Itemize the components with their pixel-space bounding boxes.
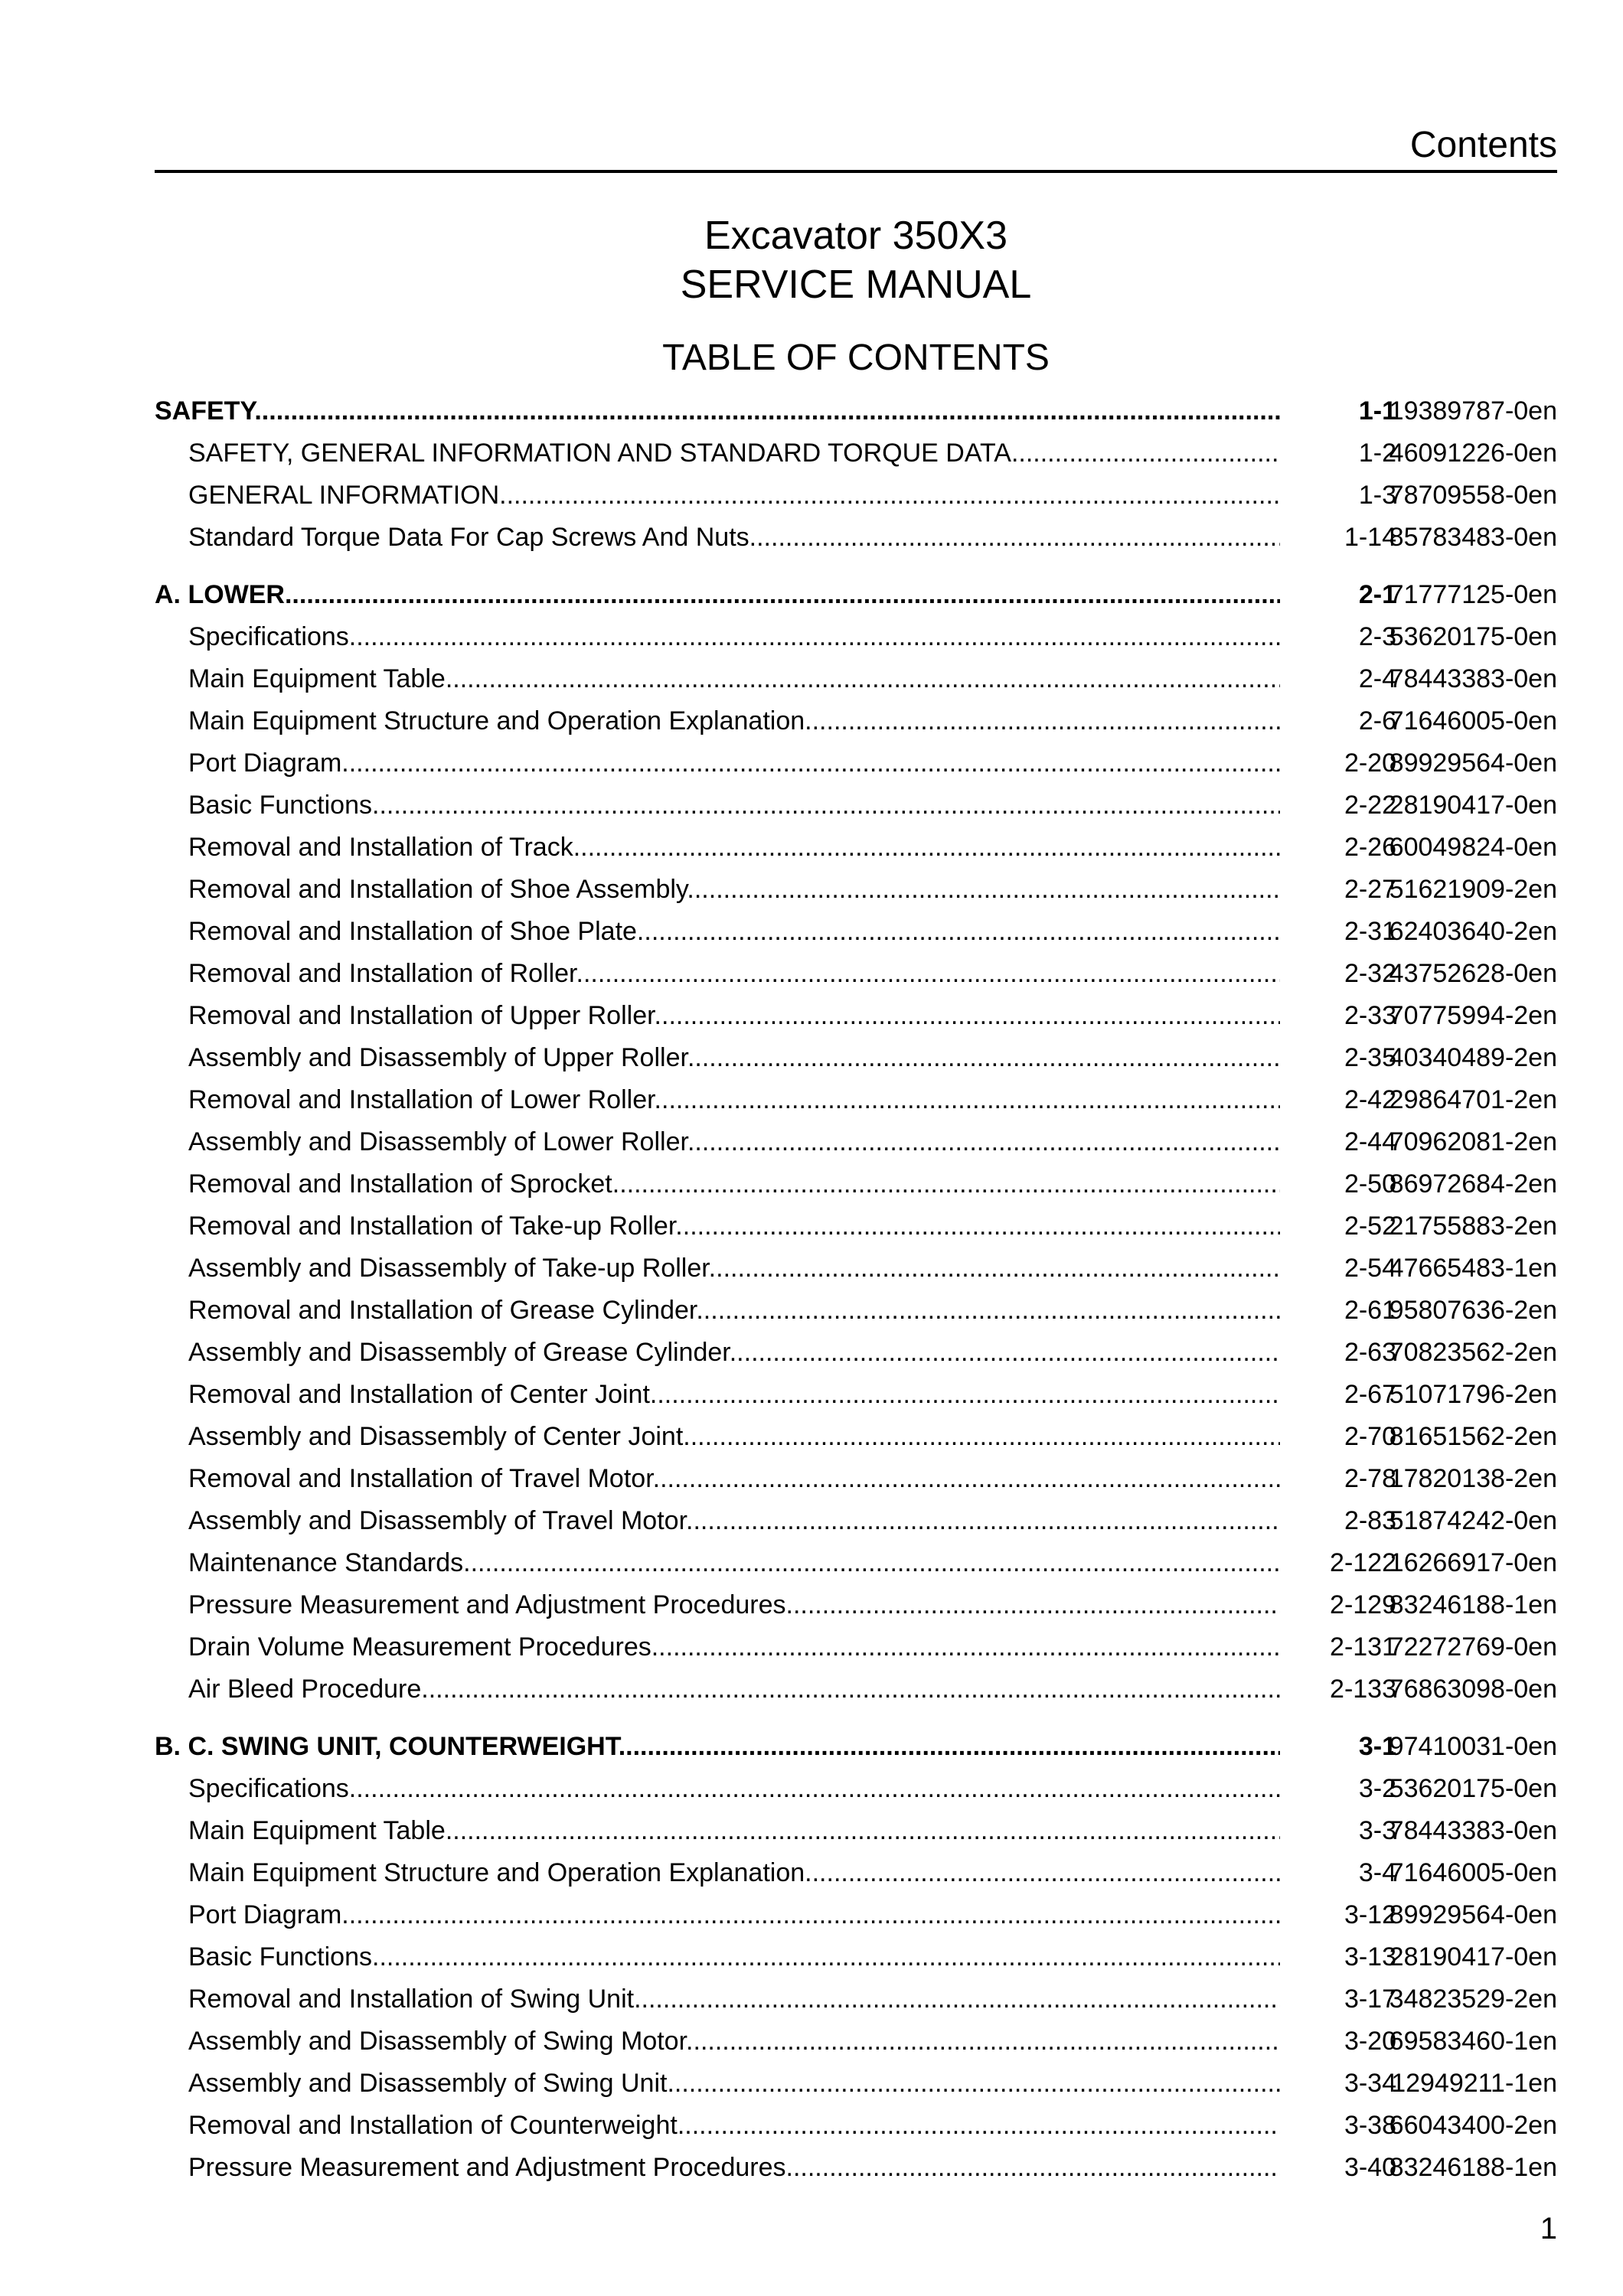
section-doc-number: 97410031-0en xyxy=(1389,1732,1557,1761)
entry-page: 3-40 xyxy=(1344,2153,1396,2182)
entry-page: 2-122 xyxy=(1330,1548,1396,1577)
entry-title: Removal and Installation of Sprocket ..... xyxy=(188,1163,1280,1205)
toc-entry[interactable] xyxy=(155,1500,1557,1542)
entry-page: 2-50 xyxy=(1344,1169,1396,1199)
machine-title: Excavator 350X3 xyxy=(704,214,1008,258)
entry-page: 3-17 xyxy=(1344,1985,1396,2014)
entry-doc-number: 71646005-0en xyxy=(1389,1858,1557,1887)
entry-page: 3-34 xyxy=(1344,2069,1396,2098)
entry-doc-number: 51874242-0en xyxy=(1389,1506,1557,1535)
entry-page: 2-26 xyxy=(1344,833,1396,862)
page-number: 1 xyxy=(1540,2212,1557,2245)
entry-doc-number: 53620175-0en xyxy=(1389,1774,1557,1803)
entry-title: Removal and Installation of Shoe Plate ..... xyxy=(188,911,1280,953)
entry-title: Removal and Installation of Roller ..... xyxy=(188,953,1280,995)
section-title: SAFETY ..... xyxy=(155,390,1280,432)
entry-page: 2-54 xyxy=(1344,1254,1396,1283)
entry-page: 3-20 xyxy=(1344,2027,1396,2056)
entry-doc-number: 70962081-2en xyxy=(1389,1127,1557,1156)
entry-title: Removal and Installation of Center Joint ..... xyxy=(188,1374,1280,1416)
entry-page: 2-61 xyxy=(1344,1296,1396,1325)
entry-page: 2-3 xyxy=(1358,622,1396,651)
entry-page: 3-12 xyxy=(1344,1900,1396,1929)
entry-title: Drain Volume Measurement Procedures ..... xyxy=(188,1626,1280,1668)
entry-page: 1-14 xyxy=(1344,523,1396,552)
entry-title: GENERAL INFORMATION ..... xyxy=(188,475,1280,517)
entry-title: Removal and Installation of Track ..... xyxy=(188,827,1280,869)
section-title: B. C. SWING UNIT, COUNTERWEIGHT ..... xyxy=(155,1726,1280,1768)
toc-entry[interactable] xyxy=(155,953,1557,995)
toc-entry[interactable] xyxy=(155,2063,1557,2105)
entry-doc-number: 78443383-0en xyxy=(1389,664,1557,693)
entry-page: 2-83 xyxy=(1344,1506,1396,1535)
entry-page: 2-63 xyxy=(1344,1338,1396,1367)
entry-doc-number: 47665483-1en xyxy=(1389,1254,1557,1283)
entry-title: Assembly and Disassembly of Travel Motor ..... xyxy=(188,1500,1280,1542)
entry-page: 2-35 xyxy=(1344,1043,1396,1072)
toc-entry[interactable] xyxy=(155,1542,1557,1584)
entry-page: 2-42 xyxy=(1344,1085,1396,1114)
entry-doc-number: 85783483-0en xyxy=(1389,523,1557,552)
entry-page: 3-38 xyxy=(1344,2111,1396,2140)
entry-doc-number: 28190417-0en xyxy=(1389,1942,1557,1971)
entry-doc-number: 95807636-2en xyxy=(1389,1296,1557,1325)
entry-doc-number: 62403640-2en xyxy=(1389,917,1557,946)
toc-entry[interactable] xyxy=(155,1037,1557,1079)
entry-title: Port Diagram ..... xyxy=(188,742,1280,784)
toc-entry[interactable] xyxy=(155,1626,1557,1668)
entry-title: Assembly and Disassembly of Grease Cylinder ..... xyxy=(188,1332,1280,1374)
entry-doc-number: 66043400-2en xyxy=(1389,2111,1557,2140)
toc-entry[interactable] xyxy=(155,1458,1557,1500)
entry-doc-number: 76863098-0en xyxy=(1389,1675,1557,1704)
entry-title: Pressure Measurement and Adjustment Procedures ..... xyxy=(188,2147,1280,2189)
entry-title: Removal and Installation of Swing Unit ..... xyxy=(188,1978,1280,2020)
entry-title: Air Bleed Procedure ..... xyxy=(188,1668,1280,1711)
entry-title: Specifications ..... xyxy=(188,616,1280,658)
entry-doc-number: 78709558-0en xyxy=(1389,481,1557,510)
toc-entry[interactable] xyxy=(155,1416,1557,1458)
toc-entry[interactable] xyxy=(155,784,1557,827)
entry-title: Assembly and Disassembly of Upper Roller ..... xyxy=(188,1037,1280,1079)
entry-title: Standard Torque Data For Cap Screws And Nuts ..... xyxy=(188,517,1280,559)
entry-page: 2-133 xyxy=(1330,1675,1396,1704)
toc-entry[interactable] xyxy=(155,475,1557,517)
entry-doc-number: 78443383-0en xyxy=(1389,1816,1557,1845)
toc-entry[interactable] xyxy=(155,1810,1557,1852)
entry-page: 3-4 xyxy=(1358,1858,1396,1887)
toc-entry[interactable] xyxy=(155,742,1557,784)
toc-entry[interactable] xyxy=(155,1668,1557,1711)
entry-title: Basic Functions ..... xyxy=(188,784,1280,827)
toc-entry[interactable] xyxy=(155,2147,1557,2189)
entry-page: 2-44 xyxy=(1344,1127,1396,1156)
entry-page: 3-2 xyxy=(1358,1774,1396,1803)
entry-page: 2-4 xyxy=(1358,664,1396,693)
entry-doc-number: 16266917-0en xyxy=(1389,1548,1557,1577)
toc-entry[interactable] xyxy=(155,2020,1557,2063)
entry-page: 2-22 xyxy=(1344,791,1396,820)
entry-title: Removal and Installation of Travel Motor ..... xyxy=(188,1458,1280,1500)
toc-entry[interactable] xyxy=(155,827,1557,869)
entry-page: 2-70 xyxy=(1344,1422,1396,1451)
entry-page: 2-129 xyxy=(1330,1590,1396,1619)
entry-title: Main Equipment Structure and Operation Explanation ..... xyxy=(188,700,1280,742)
toc-entry[interactable] xyxy=(155,1079,1557,1121)
entry-title: Assembly and Disassembly of Lower Roller ..... xyxy=(188,1121,1280,1163)
entry-doc-number: 51071796-2en xyxy=(1389,1380,1557,1409)
entry-doc-number: 83246188-1en xyxy=(1389,2153,1557,2182)
toc-entry[interactable] xyxy=(155,995,1557,1037)
entry-page: 2-131 xyxy=(1330,1632,1396,1662)
entry-title: Pressure Measurement and Adjustment Procedures ..... xyxy=(188,1584,1280,1626)
toc-entry[interactable] xyxy=(155,1332,1557,1374)
entry-title: Main Equipment Table ..... xyxy=(188,1810,1280,1852)
toc-entry[interactable] xyxy=(155,658,1557,700)
entry-doc-number: 69583460-1en xyxy=(1389,2027,1557,2056)
entry-doc-number: 83246188-1en xyxy=(1389,1590,1557,1619)
entry-doc-number: 29864701-2en xyxy=(1389,1085,1557,1114)
toc-section xyxy=(155,574,1557,1711)
toc-section xyxy=(155,390,1557,559)
entry-doc-number: 28190417-0en xyxy=(1389,791,1557,820)
toc-entry[interactable] xyxy=(155,1894,1557,1936)
entry-title: SAFETY, GENERAL INFORMATION AND STANDARD TORQUE DATA ..... xyxy=(188,432,1280,475)
section-page: 2-1 xyxy=(1358,580,1396,609)
entry-title: Main Equipment Table ..... xyxy=(188,658,1280,700)
toc-section-heading[interactable] xyxy=(155,1726,1557,1768)
entry-doc-number: 51621909-2en xyxy=(1389,875,1557,904)
entry-doc-number: 12949211-1en xyxy=(1391,2069,1557,2098)
toc-section-heading[interactable] xyxy=(155,390,1557,432)
entry-title: Port Diagram ..... xyxy=(188,1894,1280,1936)
entry-doc-number: 46091226-0en xyxy=(1389,439,1557,468)
table-of-contents xyxy=(155,390,1557,2204)
entry-title: Specifications ..... xyxy=(188,1768,1280,1810)
toc-entry[interactable] xyxy=(155,432,1557,475)
entry-title: Basic Functions ..... xyxy=(188,1936,1280,1978)
section-title: A. LOWER ..... xyxy=(155,574,1280,616)
entry-doc-number: 89929564-0en xyxy=(1389,1900,1557,1929)
entry-title: Removal and Installation of Counterweight ..... xyxy=(188,2105,1280,2147)
section-doc-number: 71777125-0en xyxy=(1389,580,1557,609)
entry-doc-number: 40340489-2en xyxy=(1389,1043,1557,1072)
toc-entry[interactable] xyxy=(155,869,1557,911)
entry-page: 2-33 xyxy=(1344,1001,1396,1030)
toc-entry[interactable] xyxy=(155,1852,1557,1894)
manual-title: SERVICE MANUAL xyxy=(680,263,1032,307)
toc-section-heading[interactable] xyxy=(155,574,1557,616)
entry-title: Assembly and Disassembly of Take-up Roller ..... xyxy=(188,1247,1280,1290)
entry-title: Main Equipment Structure and Operation Explanation ..... xyxy=(188,1852,1280,1894)
toc-entry[interactable] xyxy=(155,517,1557,559)
entry-doc-number: 70823562-2en xyxy=(1389,1338,1557,1367)
entry-page: 3-13 xyxy=(1344,1942,1396,1971)
entry-page: 2-6 xyxy=(1358,706,1396,735)
entry-page: 2-52 xyxy=(1344,1212,1396,1241)
entry-page: 2-20 xyxy=(1344,748,1396,778)
toc-entry[interactable] xyxy=(155,1768,1557,1810)
entry-page: 2-67 xyxy=(1344,1380,1396,1409)
entry-doc-number: 86972684-2en xyxy=(1389,1169,1557,1199)
entry-title: Maintenance Standards ..... xyxy=(188,1542,1280,1584)
entry-doc-number: 53620175-0en xyxy=(1389,622,1557,651)
section-doc-number: 19389787-0en xyxy=(1389,396,1557,426)
entry-title: Assembly and Disassembly of Swing Motor ..... xyxy=(188,2020,1280,2063)
toc-entry[interactable] xyxy=(155,1978,1557,2020)
entry-page: 3-3 xyxy=(1358,1816,1396,1845)
toc-entry[interactable] xyxy=(155,1584,1557,1626)
entry-doc-number: 89929564-0en xyxy=(1389,748,1557,778)
entry-doc-number: 21755883-2en xyxy=(1389,1212,1557,1241)
entry-page: 2-27 xyxy=(1344,875,1396,904)
header-rule xyxy=(155,170,1557,173)
entry-title: Removal and Installation of Lower Roller ..... xyxy=(188,1079,1280,1121)
toc-entry[interactable] xyxy=(155,616,1557,658)
entry-doc-number: 34823529-2en xyxy=(1389,1985,1557,2014)
toc-entry[interactable] xyxy=(155,1121,1557,1163)
entry-page: 2-31 xyxy=(1344,917,1396,946)
entry-doc-number: 70775994-2en xyxy=(1389,1001,1557,1030)
entry-title: Assembly and Disassembly of Center Joint ..... xyxy=(188,1416,1280,1458)
entry-doc-number: 17820138-2en xyxy=(1389,1464,1557,1493)
entry-title: Removal and Installation of Shoe Assembly ..... xyxy=(188,869,1280,911)
entry-doc-number: 81651562-2en xyxy=(1389,1422,1557,1451)
toc-heading: TABLE OF CONTENTS xyxy=(662,338,1050,378)
entry-doc-number: 71646005-0en xyxy=(1389,706,1557,735)
section-page: 3-1 xyxy=(1358,1732,1396,1761)
toc-entry[interactable] xyxy=(155,2105,1557,2147)
toc-section xyxy=(155,1726,1557,2189)
running-header: Contents xyxy=(1409,125,1557,165)
entry-doc-number: 60049824-0en xyxy=(1389,833,1557,862)
entry-page: 1-3 xyxy=(1358,481,1396,510)
entry-title: Removal and Installation of Grease Cylinder ..... xyxy=(188,1290,1280,1332)
toc-entry[interactable] xyxy=(155,1205,1557,1247)
entry-title: Assembly and Disassembly of Swing Unit ..... xyxy=(188,2063,1280,2105)
section-page: 1-1 xyxy=(1358,396,1396,426)
toc-entry[interactable] xyxy=(155,1247,1557,1290)
entry-title: Removal and Installation of Take-up Roller ..... xyxy=(188,1205,1280,1247)
toc-entry[interactable] xyxy=(155,1290,1557,1332)
toc-entry[interactable] xyxy=(155,1163,1557,1205)
toc-entry[interactable] xyxy=(155,911,1557,953)
entry-doc-number: 43752628-0en xyxy=(1389,959,1557,988)
entry-title: Removal and Installation of Upper Roller ..... xyxy=(188,995,1280,1037)
entry-doc-number: 72272769-0en xyxy=(1389,1632,1557,1662)
entry-page: 2-32 xyxy=(1344,959,1396,988)
toc-entry[interactable] xyxy=(155,700,1557,742)
toc-entry[interactable] xyxy=(155,1936,1557,1978)
entry-page: 1-2 xyxy=(1358,439,1396,468)
toc-entry[interactable] xyxy=(155,1374,1557,1416)
entry-page: 2-78 xyxy=(1344,1464,1396,1493)
title-block xyxy=(155,211,1557,377)
